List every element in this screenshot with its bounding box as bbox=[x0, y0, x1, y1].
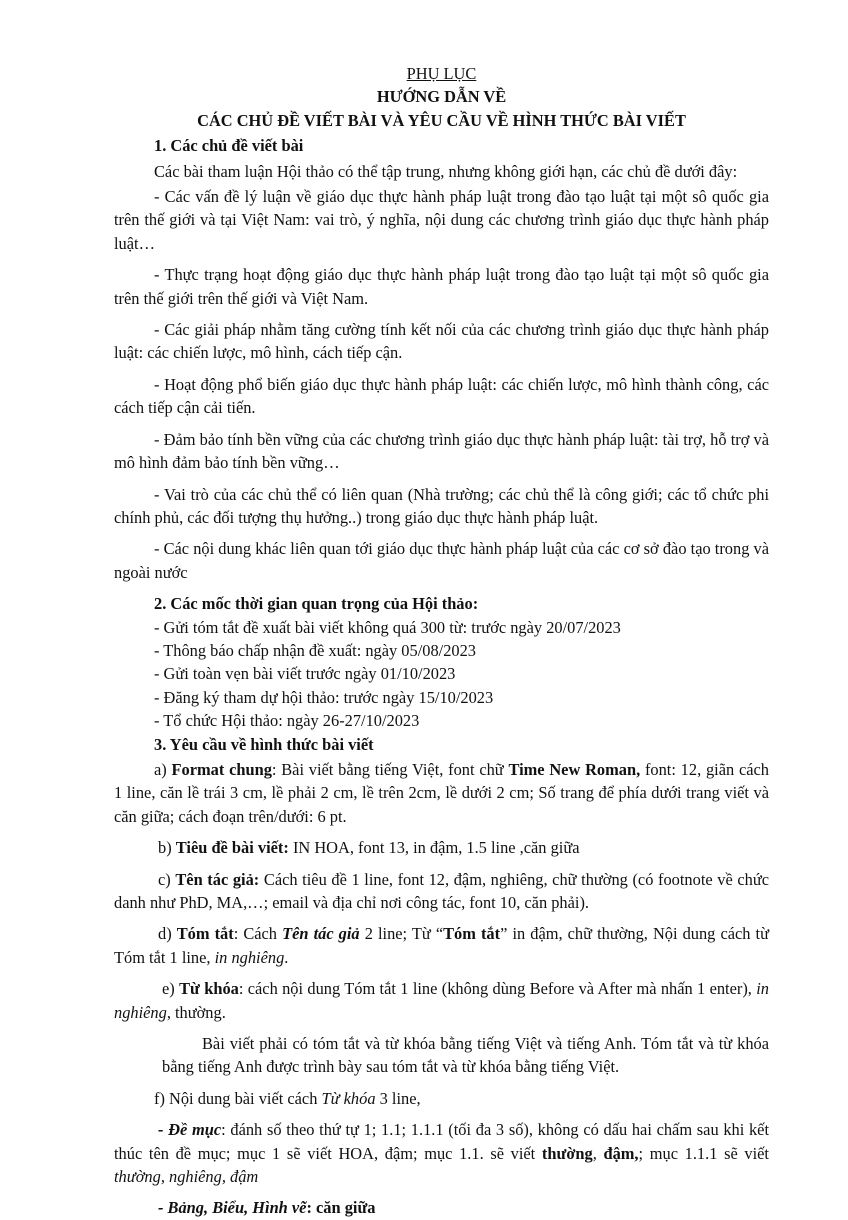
timeline-item: - Gửi tóm tắt đề xuất bài viết không quá 300 từ: trước ngày 20/07/2023 bbox=[154, 617, 621, 637]
section-1-heading: 1. Các chủ đề viết bài bbox=[154, 136, 304, 156]
format-keywords: e) Từ khóa: cách nội dung Tóm tắt 1 line (không dùng Before và After mà nhấn 1 enter), in nghiêng, thường. bbox=[114, 979, 769, 1022]
section-3-heading: 3. Yêu cầu về hình thức bài viết bbox=[154, 734, 374, 754]
timeline-item: - Thông báo chấp nhận đề xuất: ngày 05/08/2023 bbox=[154, 640, 476, 660]
topic-item: - Các giải pháp nhằm tăng cường tính kết nối của các chương trình giáo dục thực hành pháp luật: các chiến lược, mô hình, cách tiếp cận. bbox=[114, 320, 769, 363]
format-general: a) Format chung: Bài viết bằng tiếng Việt, font chữ Time New Roman, font: 12, giãn cách 1 line, căn lề trái 3 cm, lề phải 2 cm, lề trên 2cm, lề dưới 2 cm; Số trang để phía dưới trang viết và căn giữa; cách đoạn trên/dưới: 6 pt. bbox=[114, 759, 769, 826]
format-tables: - Bảng, Biểu, Hình vẽ: căn giữa bbox=[158, 1198, 376, 1218]
format-content: f) Nội dung bài viết cách Từ khóa 3 line, bbox=[154, 1088, 421, 1108]
document-title: CÁC CHỦ ĐỀ VIẾT BÀI VÀ YÊU CẦU VỀ HÌNH THỨC BÀI VIẾT bbox=[197, 110, 686, 130]
topic-item: - Vai trò của các chủ thể có liên quan (Nhà trường; các chủ thể là công giới; các tổ chức phi chính phủ, các đối tượng thụ hưởng..) trong giáo dục thực hành pháp luật. bbox=[114, 484, 769, 527]
timeline-item: - Đăng ký tham dự hội thảo: trước ngày 15/10/2023 bbox=[154, 687, 494, 707]
topic-item: - Thực trạng hoạt động giáo dục thực hành pháp luật trong đào tạo luật tại một sô quốc gia trên thế giới trên thế giới và Việt Nam. bbox=[114, 265, 769, 308]
timeline-item: - Tổ chức Hội thảo: ngày 26-27/10/2023 bbox=[154, 711, 420, 731]
bilingual-note: Bài viết phải có tóm tắt và từ khóa bằng tiếng Việt và tiếng Anh. Tóm tắt và từ khóa bằng tiếng Anh được trình bày sau tóm tắt và từ khóa bằng tiếng Việt. bbox=[162, 1034, 769, 1077]
format-author: c) Tên tác giả: Cách tiêu đề 1 line, font 12, đậm, nghiêng, chữ thường (có footnote về chức danh như PhD, MA,…; email và địa chỉ nơi công tác, font 10, căn phải). bbox=[114, 869, 769, 912]
section-2-heading: 2. Các mốc thời gian quan trọng của Hội thảo: bbox=[154, 594, 479, 614]
document-page bbox=[114, 62, 769, 1220]
topic-item: - Đảm bảo tính bền vững của các chương trình giáo dục thực hành pháp luật: tài trợ, hỗ trợ và mô hình đảm bảo tính bền vững… bbox=[114, 429, 769, 473]
guide-title: HƯỚNG DẪN VỀ bbox=[376, 87, 507, 107]
format-headings: - Đề mục: đánh số theo thứ tự 1; 1.1; 1.1.1 (tối đa 3 số), không có dấu hai chấm sau khi kết thúc tên đề mục; mục 1 sẽ viết HOA, đậm; mục 1.1. sẽ viết thường, đậm,; mục 1.1.1 sẽ viết thường, nghiêng, đậm bbox=[114, 1120, 770, 1187]
timeline-item: - Gửi toàn vẹn bài viết trước ngày 01/10/2023 bbox=[154, 664, 456, 684]
appendix-title: PHỤ LỤC bbox=[406, 64, 477, 83]
topic-item: - Hoạt động phổ biến giáo dục thực hành pháp luật: các chiến lược, mô hình thành công, các cách tiếp cận cải tiến. bbox=[114, 374, 769, 418]
section-1-intro: Các bài tham luận Hội thảo có thể tập trung, nhưng không giới hạn, các chủ đề dưới đây: bbox=[154, 161, 738, 181]
format-title: b) Tiêu đề bài viết: IN HOA, font 13, in đậm, 1.5 line ,căn giữa bbox=[158, 838, 580, 858]
topic-item: - Các vấn đề lý luận về giáo dục thực hành pháp luật trong đào tạo luật tại một sô quốc gia trên thế giới và tại Việt Nam: vai trò, ý nghĩa, nội dung các chương trình giáo dục thực hành pháp luật… bbox=[114, 187, 769, 253]
topic-item: - Các nội dung khác liên quan tới giáo dục thực hành pháp luật của các cơ sở đào tạo trong và ngoài nước bbox=[114, 539, 769, 582]
format-abstract: d) Tóm tắt: Cách Tên tác giả 2 line; Từ “Tóm tắt” in đậm, chữ thường, Nội dung cách từ Tóm tắt 1 line, in nghiêng. bbox=[114, 924, 769, 967]
